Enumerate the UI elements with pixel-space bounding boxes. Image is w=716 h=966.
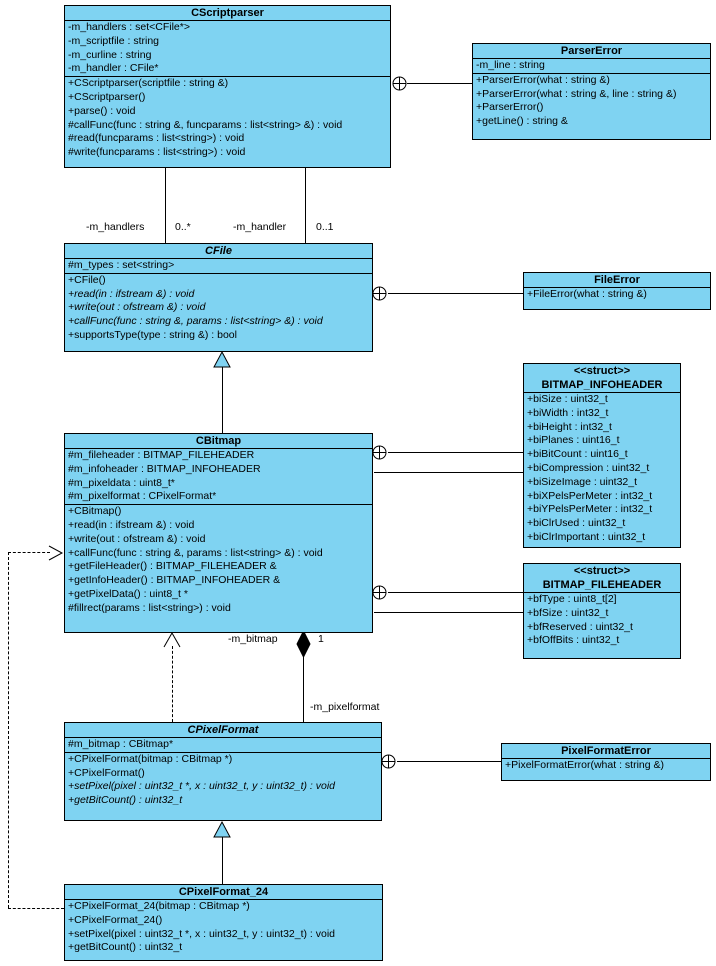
member-row: -m_handlers : set<CFile*>: [68, 21, 190, 33]
member-row: +getPixelData() : uint8_t *: [68, 587, 188, 600]
attributes-compartment: [524, 392, 680, 547]
member-row: +CPixelFormat_24(): [68, 913, 163, 926]
dependency-arrow-icon: [48, 545, 64, 561]
member-row: +parse() : void: [68, 104, 136, 117]
stereotype-label: <<struct>>: [573, 365, 631, 377]
member-row: #write(funcparams : list<string>) : void: [68, 146, 246, 159]
member-row: #fillrect(params : list<string>) : void: [68, 601, 231, 614]
struct-bitmap-fileheader[interactable]: [523, 563, 681, 659]
member-row: +supportsType(type : string &) : bool: [68, 328, 237, 341]
class-pixelformaterror[interactable]: [501, 743, 711, 781]
class-cbitmap[interactable]: [64, 433, 373, 633]
member-row: +setPixel(pixel : uint32_t *, x : uint32_t, y : uint32_t) : void: [68, 927, 336, 940]
containment-fileerror-line[interactable]: [388, 293, 523, 294]
member-row: +getBitCount() : uint32_t: [68, 941, 183, 954]
attributes-compartment: [65, 258, 372, 273]
containment-anchor-icon: [372, 585, 387, 600]
member-row: +CBitmap(): [68, 505, 122, 518]
member-row: +getBitCount() : uint32_t: [68, 794, 183, 807]
member-row: +setPixel(pixel : uint32_t *, x : uint32_t, y : uint32_t) : void: [68, 780, 336, 793]
dependency-arrow-icon: [163, 632, 181, 648]
containment-anchor-icon: [392, 76, 407, 91]
member-row: +CPixelFormat_24(bitmap : CBitmap *): [68, 900, 250, 912]
member-row: +CPixelFormat(bitmap : CBitmap *): [68, 752, 233, 765]
member-row: -m_curline : string: [68, 48, 152, 61]
member-row: +getLine() : string &: [476, 115, 568, 128]
containment-anchor-icon: [381, 754, 396, 769]
methods-compartment: [502, 758, 710, 780]
multiplicity-label-bitmap: 1: [318, 633, 324, 645]
member-row: +CScriptparser(): [68, 90, 146, 103]
methods-compartment: [65, 504, 372, 632]
generalization-cpixelformat24-line[interactable]: [222, 837, 223, 884]
member-row: +ParserError(what : string &): [476, 73, 610, 86]
association-fileheader-line[interactable]: [374, 612, 523, 613]
member-row: +bfReserved : uint32_t: [527, 620, 633, 633]
attributes-compartment: [65, 20, 390, 76]
member-row: +bfSize : uint32_t: [527, 606, 609, 619]
attributes-compartment: [524, 592, 680, 658]
member-row: +PixelFormatError(what : string &): [505, 759, 664, 771]
class-title: BITMAP_INFOHEADER: [541, 379, 663, 391]
class-cscriptparser[interactable]: [64, 5, 391, 168]
member-row: -m_line : string: [476, 59, 545, 71]
role-label-m-pixelformat: -m_pixelformat: [310, 701, 380, 713]
member-row: +callFunc(func : string &, params : list<string> &) : void: [68, 546, 323, 559]
class-title: CFile: [205, 245, 232, 257]
member-row: +read(in : ifstream &) : void: [68, 518, 195, 531]
member-row: +biSizeImage : uint32_t: [527, 475, 638, 488]
class-title: FileError: [594, 274, 640, 286]
class-parsererror[interactable]: [472, 43, 711, 140]
member-row: +getInfoHeader() : BITMAP_INFOHEADER &: [68, 574, 281, 587]
struct-bitmap-infoheader[interactable]: [523, 363, 681, 548]
class-title: CScriptparser: [191, 7, 264, 19]
member-row: +write(out : ofstream &) : void: [68, 301, 206, 314]
attributes-compartment: [65, 448, 372, 504]
member-row: +callFunc(func : string &, params : list<string> &) : void: [68, 315, 323, 328]
class-cfile[interactable]: [64, 243, 373, 352]
class-cpixelformat24[interactable]: [64, 884, 383, 961]
class-title: ParserError: [560, 45, 623, 57]
dependency-cpixelformat24-cbitmap-line[interactable]: [8, 552, 9, 908]
methods-compartment: [65, 273, 372, 351]
class-title: PixelFormatError: [561, 745, 651, 757]
member-row: #m_pixelformat : CPixelFormat*: [68, 490, 217, 503]
member-row: #m_infoheader : BITMAP_INFOHEADER: [68, 462, 261, 475]
attributes-compartment: [473, 58, 710, 73]
association-m-handlers-line[interactable]: [165, 168, 166, 243]
dependency-cpixelformat24-cbitmap-line[interactable]: [8, 908, 64, 909]
member-row: -m_scriptfile : string: [68, 34, 160, 47]
class-cpixelformat[interactable]: [64, 722, 382, 821]
member-row: +biClrImportant : uint32_t: [527, 530, 646, 543]
member-row: +write(out : ofstream &) : void: [68, 532, 206, 545]
containment-anchor-icon: [372, 445, 387, 460]
member-row: +biCompression : uint32_t: [527, 461, 650, 474]
composition-diamond-icon: [296, 630, 311, 658]
role-label-m-bitmap: -m_bitmap: [228, 633, 278, 645]
containment-anchor-icon: [372, 286, 387, 301]
member-row: #m_fileheader : BITMAP_FILEHEADER: [68, 449, 255, 461]
multiplicity-label-handlers: 0..*: [175, 221, 191, 233]
association-m-handler-line[interactable]: [305, 168, 306, 243]
association-infoheader-line[interactable]: [374, 472, 523, 473]
member-row: +biWidth : int32_t: [527, 406, 609, 419]
member-row: +CPixelFormat(): [68, 766, 145, 779]
member-row: +FileError(what : string &): [527, 288, 647, 300]
methods-compartment: [524, 287, 710, 309]
containment-infoheader-line[interactable]: [388, 452, 523, 453]
class-fileerror[interactable]: [523, 272, 711, 310]
class-title: CPixelFormat: [187, 724, 259, 736]
member-row: +biClrUsed : uint32_t: [527, 517, 626, 530]
member-row: +read(in : ifstream &) : void: [68, 287, 195, 300]
member-row: -m_handler : CFile*: [68, 62, 159, 75]
containment-parsererror-line[interactable]: [407, 83, 472, 84]
member-row: +getFileHeader() : BITMAP_FILEHEADER &: [68, 560, 277, 573]
member-row: #m_bitmap : CBitmap*: [68, 738, 174, 750]
member-row: #m_pixeldata : uint8_t*: [68, 476, 175, 489]
member-row: +biXPelsPerMeter : int32_t: [527, 489, 653, 502]
stereotype-label: <<struct>>: [573, 565, 631, 577]
member-row: +bfOffBits : uint32_t: [527, 634, 620, 647]
member-row: #read(funcparams : list<string>) : void: [68, 132, 245, 145]
member-row: #callFunc(func : string &, funcparams : list<string> &) : void: [68, 118, 343, 131]
composition-pixelformat-line[interactable]: [303, 656, 304, 722]
attributes-compartment: [65, 737, 381, 752]
member-row: +biSize : uint32_t: [527, 393, 608, 405]
generalization-cbitmap-cfile-line[interactable]: [222, 367, 223, 433]
role-label-m-handler: -m_handler: [233, 221, 287, 233]
methods-compartment: [65, 899, 382, 960]
member-row: +ParserError(): [476, 101, 544, 114]
member-row: +biHeight : int32_t: [527, 420, 612, 433]
class-title: BITMAP_FILEHEADER: [542, 579, 662, 591]
member-row: +CScriptparser(scriptfile : string &): [68, 77, 229, 90]
methods-compartment: [65, 752, 381, 820]
generalization-arrow-icon: [213, 351, 231, 368]
methods-compartment: [65, 76, 390, 167]
role-label-m-handlers: -m_handlers: [86, 221, 145, 233]
member-row: +biYPelsPerMeter : int32_t: [527, 503, 653, 516]
containment-pixelformaterror-line[interactable]: [397, 761, 501, 762]
member-row: +biPlanes : uint16_t: [527, 434, 620, 447]
member-row: +ParserError(what : string &, line : string &): [476, 87, 677, 100]
methods-compartment: [473, 73, 710, 139]
dependency-cpixelformat-cbitmap-line[interactable]: [172, 646, 173, 722]
multiplicity-label-handler: 0..1: [316, 221, 334, 233]
member-row: +bfType : uint8_t[2]: [527, 593, 617, 605]
class-title: CPixelFormat_24: [178, 886, 269, 898]
class-title: CBitmap: [195, 435, 242, 447]
member-row: #m_types : set<string>: [68, 259, 175, 271]
containment-fileheader-line[interactable]: [388, 592, 523, 593]
dependency-cpixelformat24-cbitmap-line[interactable]: [8, 552, 50, 553]
generalization-arrow-icon: [213, 821, 231, 838]
member-row: +biBitCount : uint16_t: [527, 448, 628, 461]
member-row: +CFile(): [68, 273, 106, 286]
